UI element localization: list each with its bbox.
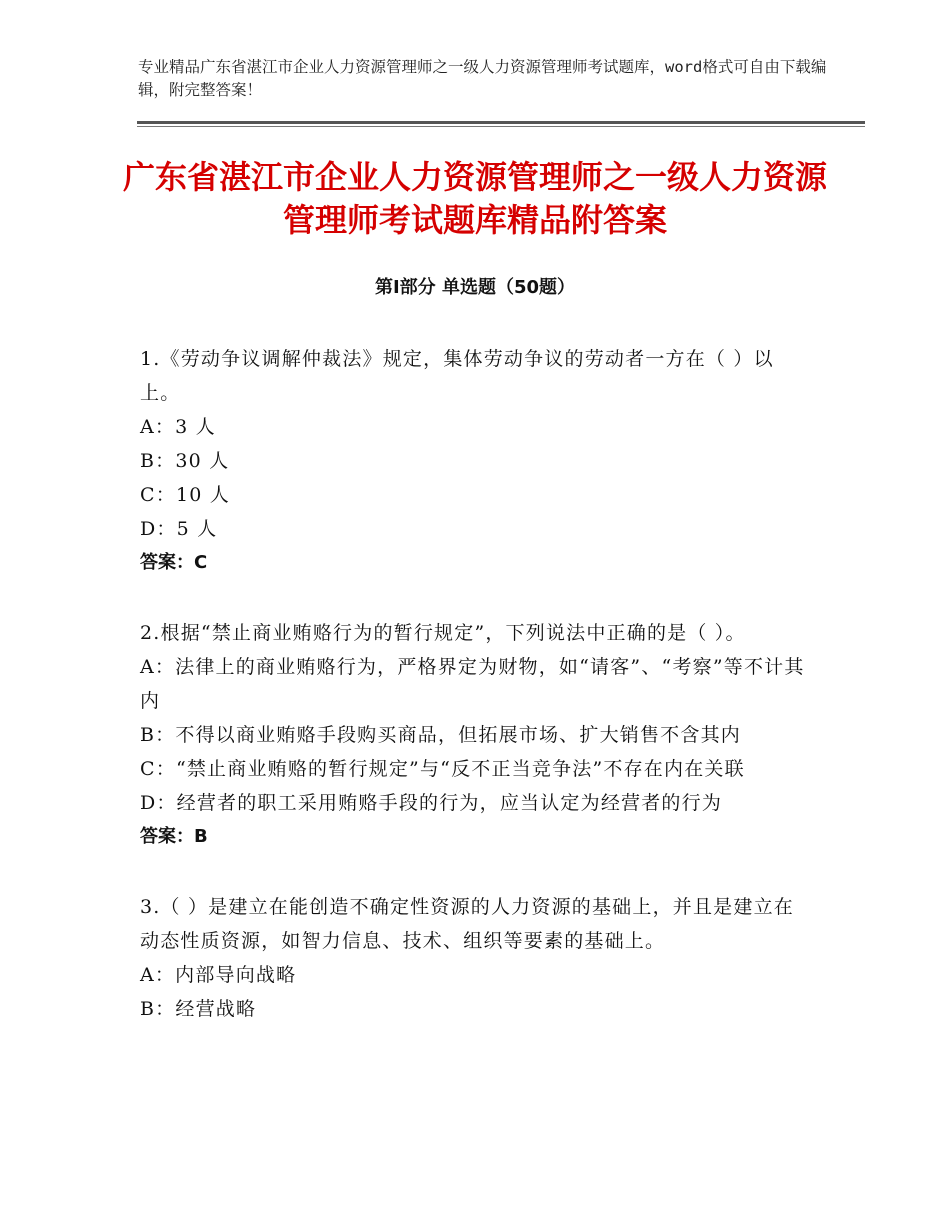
option-a: A：内部导向战略 <box>140 964 297 986</box>
question-stem: 1.《劳动争议调解仲裁法》规定，集体劳动争议的劳动者一方在（ ）以上。 <box>140 348 774 404</box>
header-rule-thin <box>137 126 865 127</box>
question-2 <box>140 616 812 854</box>
answer-label: 答案：B <box>140 826 208 847</box>
option-b: B：30 人 <box>140 450 230 472</box>
question-1 <box>140 342 812 580</box>
section-heading: 第Ⅰ部分 单选题（50题） <box>374 277 575 298</box>
question-list <box>140 342 812 1062</box>
option-a: A：法律上的商业贿赂行为，严格界定为财物，如“请客”、“考察”等不计其内 <box>140 656 805 712</box>
answer-label: 答案：C <box>140 552 208 573</box>
header-note: 专业精品广东省湛江市企业人力资源管理师之一级人力资源管理师考试题库，word格式可自由下载编辑，附完整答案！ <box>138 58 827 99</box>
header-rule-thick <box>137 121 865 124</box>
option-c: C：10 人 <box>140 484 230 506</box>
option-b: B：经营战略 <box>140 998 257 1020</box>
question-stem: 3.（ ）是建立在能创造不确定性资源的人力资源的基础上，并且是建立在动态性质资源，如智力信息、技术、组织等要素的基础上。 <box>140 896 794 952</box>
option-b: B：不得以商业贿赂手段购买商品，但拓展市场、扩大销售不含其内 <box>140 724 741 746</box>
option-a: A：3 人 <box>140 416 216 438</box>
question-stem: 2.根据“禁止商业贿赂行为的暂行规定”，下列说法中正确的是（ ）。 <box>140 622 746 644</box>
option-c: C：“禁止商业贿赂的暂行规定”与“反不正当竞争法”不存在内在关联 <box>140 758 745 780</box>
question-3 <box>140 890 812 1026</box>
document-title: 广东省湛江市企业人力资源管理师之一级人力资源管理师考试题库精品附答案 <box>122 158 827 239</box>
option-d: D：5 人 <box>140 518 218 540</box>
option-d: D：经营者的职工采用贿赂手段的行为，应当认定为经营者的行为 <box>140 792 723 814</box>
